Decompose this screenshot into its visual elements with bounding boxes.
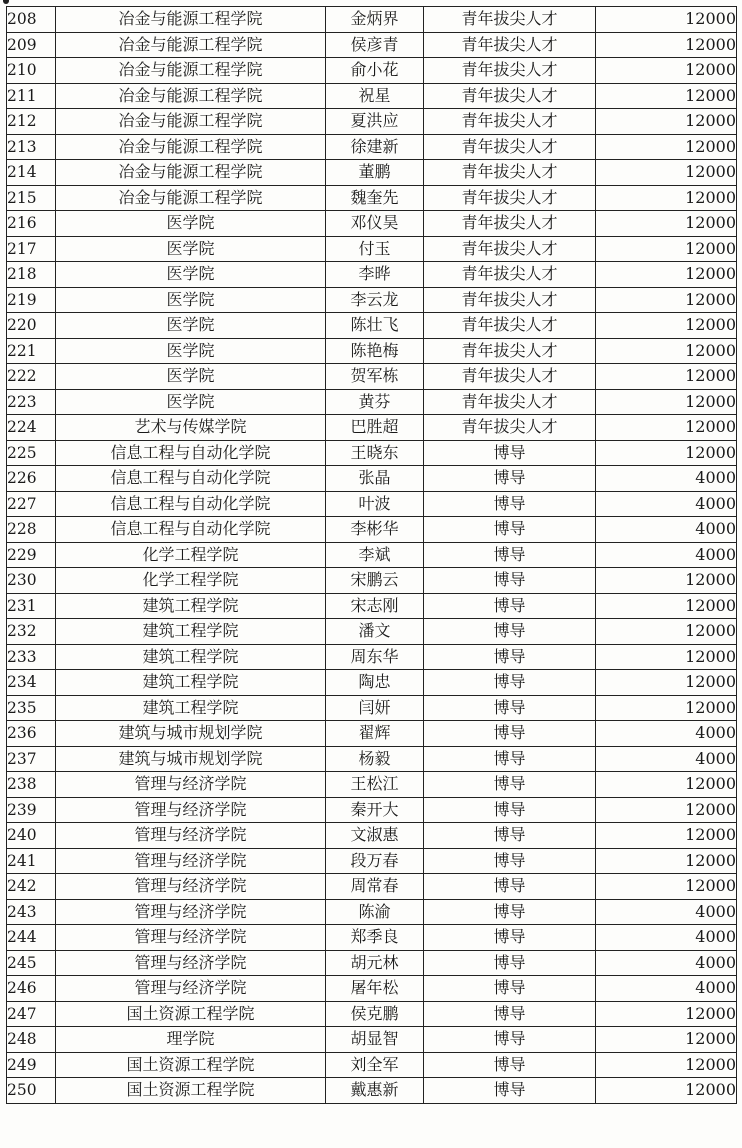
person-name-cell: 贺军栋: [326, 364, 424, 390]
amount-cell: 12000: [596, 338, 737, 364]
row-number-cell: 217: [7, 236, 56, 262]
college-cell: 建筑工程学院: [56, 695, 326, 721]
person-name-cell: 翟辉: [326, 721, 424, 747]
person-name-cell: 张晶: [326, 466, 424, 492]
college-cell: 冶金与能源工程学院: [56, 32, 326, 58]
college-cell: 建筑与城市规划学院: [56, 746, 326, 772]
row-number-cell: 238: [7, 772, 56, 798]
college-cell: 艺术与传媒学院: [56, 415, 326, 441]
category-cell: 青年拔尖人才: [424, 262, 596, 288]
row-number-cell: 231: [7, 593, 56, 619]
person-name-cell: 段万春: [326, 848, 424, 874]
table-row: [7, 287, 737, 313]
person-name-cell: 陶忠: [326, 670, 424, 696]
person-name-cell: 潘文: [326, 619, 424, 645]
category-cell: 青年拔尖人才: [424, 287, 596, 313]
category-cell: 博导: [424, 619, 596, 645]
table-row: [7, 721, 737, 747]
college-cell: 冶金与能源工程学院: [56, 58, 326, 84]
category-cell: 青年拔尖人才: [424, 364, 596, 390]
table-row: [7, 772, 737, 798]
amount-cell: 12000: [596, 236, 737, 262]
table-row: [7, 389, 737, 415]
person-name-cell: 胡元林: [326, 950, 424, 976]
amount-cell: 12000: [596, 364, 737, 390]
row-number-cell: 226: [7, 466, 56, 492]
table-row: [7, 466, 737, 492]
row-number-cell: 225: [7, 440, 56, 466]
category-cell: 博导: [424, 874, 596, 900]
table-row: [7, 823, 737, 849]
college-cell: 管理与经济学院: [56, 772, 326, 798]
row-number-cell: 219: [7, 287, 56, 313]
person-name-cell: 侯彦青: [326, 32, 424, 58]
amount-cell: 4000: [596, 976, 737, 1002]
row-number-cell: 237: [7, 746, 56, 772]
category-cell: 博导: [424, 772, 596, 798]
person-name-cell: 秦开大: [326, 797, 424, 823]
college-cell: 信息工程与自动化学院: [56, 491, 326, 517]
category-cell: 青年拔尖人才: [424, 83, 596, 109]
college-cell: 医学院: [56, 338, 326, 364]
table-row: [7, 1027, 737, 1053]
row-number-cell: 245: [7, 950, 56, 976]
person-name-cell: 祝星: [326, 83, 424, 109]
person-name-cell: 刘全军: [326, 1052, 424, 1078]
amount-cell: 12000: [596, 823, 737, 849]
table-row: [7, 160, 737, 186]
person-name-cell: 李云龙: [326, 287, 424, 313]
college-cell: 管理与经济学院: [56, 950, 326, 976]
row-number-cell: 243: [7, 899, 56, 925]
category-cell: 博导: [424, 517, 596, 543]
table-row: [7, 874, 737, 900]
amount-cell: 12000: [596, 1078, 737, 1104]
table-row: [7, 415, 737, 441]
table-row: [7, 517, 737, 543]
amount-cell: 12000: [596, 440, 737, 466]
category-cell: 博导: [424, 440, 596, 466]
table-row: [7, 1001, 737, 1027]
table-row: [7, 976, 737, 1002]
row-number-cell: 215: [7, 185, 56, 211]
category-cell: 青年拔尖人才: [424, 236, 596, 262]
row-number-cell: 234: [7, 670, 56, 696]
person-name-cell: 屠年松: [326, 976, 424, 1002]
amount-cell: 12000: [596, 1052, 737, 1078]
college-cell: 国土资源工程学院: [56, 1001, 326, 1027]
row-number-cell: 214: [7, 160, 56, 186]
table-row: [7, 58, 737, 84]
category-cell: 博导: [424, 848, 596, 874]
amount-cell: 12000: [596, 772, 737, 798]
person-name-cell: 徐建新: [326, 134, 424, 160]
category-cell: 青年拔尖人才: [424, 313, 596, 339]
table-row: [7, 593, 737, 619]
college-cell: 管理与经济学院: [56, 797, 326, 823]
college-cell: 化学工程学院: [56, 542, 326, 568]
category-cell: 博导: [424, 1027, 596, 1053]
category-cell: 青年拔尖人才: [424, 160, 596, 186]
college-cell: 冶金与能源工程学院: [56, 7, 326, 33]
table-row: [7, 670, 737, 696]
college-cell: 管理与经济学院: [56, 823, 326, 849]
amount-cell: 4000: [596, 542, 737, 568]
row-number-cell: 211: [7, 83, 56, 109]
row-number-cell: 233: [7, 644, 56, 670]
college-cell: 建筑工程学院: [56, 644, 326, 670]
table-row: [7, 950, 737, 976]
row-number-cell: 239: [7, 797, 56, 823]
table-row: [7, 746, 737, 772]
amount-cell: 4000: [596, 925, 737, 951]
row-number-cell: 209: [7, 32, 56, 58]
person-name-cell: 宋志刚: [326, 593, 424, 619]
category-cell: 青年拔尖人才: [424, 211, 596, 237]
college-cell: 医学院: [56, 236, 326, 262]
category-cell: 青年拔尖人才: [424, 338, 596, 364]
table-row: [7, 83, 737, 109]
person-name-cell: 杨毅: [326, 746, 424, 772]
college-cell: 医学院: [56, 364, 326, 390]
category-cell: 博导: [424, 1078, 596, 1104]
person-name-cell: 俞小花: [326, 58, 424, 84]
college-cell: 冶金与能源工程学院: [56, 134, 326, 160]
college-cell: 信息工程与自动化学院: [56, 517, 326, 543]
category-cell: 博导: [424, 1001, 596, 1027]
category-cell: 博导: [424, 670, 596, 696]
amount-cell: 12000: [596, 262, 737, 288]
category-cell: 博导: [424, 568, 596, 594]
row-number-cell: 247: [7, 1001, 56, 1027]
table-row: [7, 440, 737, 466]
category-cell: 博导: [424, 695, 596, 721]
table-row: [7, 236, 737, 262]
amount-cell: 12000: [596, 7, 737, 33]
category-cell: 博导: [424, 542, 596, 568]
category-cell: 博导: [424, 925, 596, 951]
amount-cell: 12000: [596, 160, 737, 186]
college-cell: 建筑工程学院: [56, 619, 326, 645]
row-number-cell: 208: [7, 7, 56, 33]
college-cell: 建筑工程学院: [56, 593, 326, 619]
person-name-cell: 胡显智: [326, 1027, 424, 1053]
person-name-cell: 郑季良: [326, 925, 424, 951]
college-cell: 信息工程与自动化学院: [56, 466, 326, 492]
college-cell: 化学工程学院: [56, 568, 326, 594]
table-row: [7, 338, 737, 364]
row-number-cell: 236: [7, 721, 56, 747]
category-cell: 青年拔尖人才: [424, 58, 596, 84]
person-name-cell: 邓仪昊: [326, 211, 424, 237]
college-cell: 信息工程与自动化学院: [56, 440, 326, 466]
amount-cell: 12000: [596, 670, 737, 696]
person-name-cell: 黄芬: [326, 389, 424, 415]
table-row: [7, 109, 737, 135]
college-cell: 医学院: [56, 313, 326, 339]
college-cell: 管理与经济学院: [56, 976, 326, 1002]
table-row: [7, 364, 737, 390]
row-number-cell: 213: [7, 134, 56, 160]
college-cell: 冶金与能源工程学院: [56, 185, 326, 211]
amount-cell: 12000: [596, 593, 737, 619]
amount-cell: 12000: [596, 619, 737, 645]
college-cell: 建筑与城市规划学院: [56, 721, 326, 747]
category-cell: 博导: [424, 466, 596, 492]
award-table: [6, 6, 737, 1104]
table-row: [7, 211, 737, 237]
row-number-cell: 250: [7, 1078, 56, 1104]
row-number-cell: 223: [7, 389, 56, 415]
table-row: [7, 899, 737, 925]
college-cell: 国土资源工程学院: [56, 1078, 326, 1104]
amount-cell: 12000: [596, 185, 737, 211]
category-cell: 博导: [424, 950, 596, 976]
row-number-cell: 249: [7, 1052, 56, 1078]
amount-cell: 12000: [596, 1001, 737, 1027]
person-name-cell: 金炳界: [326, 7, 424, 33]
row-number-cell: 210: [7, 58, 56, 84]
category-cell: 博导: [424, 899, 596, 925]
table-row: [7, 1052, 737, 1078]
row-number-cell: 248: [7, 1027, 56, 1053]
table-row: [7, 848, 737, 874]
person-name-cell: 文淑惠: [326, 823, 424, 849]
college-cell: 建筑工程学院: [56, 670, 326, 696]
amount-cell: 12000: [596, 211, 737, 237]
category-cell: 博导: [424, 823, 596, 849]
table-row: [7, 262, 737, 288]
row-number-cell: 232: [7, 619, 56, 645]
college-cell: 理学院: [56, 1027, 326, 1053]
person-name-cell: 陈渝: [326, 899, 424, 925]
person-name-cell: 侯克鹏: [326, 1001, 424, 1027]
college-cell: 医学院: [56, 389, 326, 415]
person-name-cell: 戴惠新: [326, 1078, 424, 1104]
person-name-cell: 陈壮飞: [326, 313, 424, 339]
row-number-cell: 221: [7, 338, 56, 364]
table-row: [7, 313, 737, 339]
category-cell: 博导: [424, 721, 596, 747]
category-cell: 博导: [424, 593, 596, 619]
person-name-cell: 巴胜超: [326, 415, 424, 441]
category-cell: 青年拔尖人才: [424, 415, 596, 441]
category-cell: 青年拔尖人才: [424, 134, 596, 160]
table-row: [7, 7, 737, 33]
row-number-cell: 227: [7, 491, 56, 517]
row-number-cell: 218: [7, 262, 56, 288]
row-number-cell: 212: [7, 109, 56, 135]
college-cell: 冶金与能源工程学院: [56, 109, 326, 135]
person-name-cell: 李彬华: [326, 517, 424, 543]
table-row: [7, 925, 737, 951]
row-number-cell: 242: [7, 874, 56, 900]
category-cell: 青年拔尖人才: [424, 32, 596, 58]
row-number-cell: 244: [7, 925, 56, 951]
table-row: [7, 185, 737, 211]
person-name-cell: 李斌: [326, 542, 424, 568]
college-cell: 冶金与能源工程学院: [56, 83, 326, 109]
category-cell: 博导: [424, 644, 596, 670]
college-cell: 国土资源工程学院: [56, 1052, 326, 1078]
college-cell: 管理与经济学院: [56, 899, 326, 925]
category-cell: 青年拔尖人才: [424, 7, 596, 33]
table-row: [7, 797, 737, 823]
person-name-cell: 王松江: [326, 772, 424, 798]
table-row: [7, 619, 737, 645]
person-name-cell: 付玉: [326, 236, 424, 262]
amount-cell: 12000: [596, 58, 737, 84]
category-cell: 青年拔尖人才: [424, 109, 596, 135]
person-name-cell: 李晔: [326, 262, 424, 288]
amount-cell: 12000: [596, 389, 737, 415]
college-cell: 医学院: [56, 211, 326, 237]
row-number-cell: 240: [7, 823, 56, 849]
person-name-cell: 宋鹏云: [326, 568, 424, 594]
person-name-cell: 王晓东: [326, 440, 424, 466]
category-cell: 博导: [424, 746, 596, 772]
table-row: [7, 491, 737, 517]
amount-cell: 4000: [596, 517, 737, 543]
amount-cell: 4000: [596, 950, 737, 976]
row-number-cell: 220: [7, 313, 56, 339]
amount-cell: 4000: [596, 491, 737, 517]
person-name-cell: 叶波: [326, 491, 424, 517]
amount-cell: 12000: [596, 287, 737, 313]
table-row: [7, 695, 737, 721]
row-number-cell: 224: [7, 415, 56, 441]
scan-edge-mark: [3, 0, 9, 4]
category-cell: 博导: [424, 1052, 596, 1078]
amount-cell: 4000: [596, 746, 737, 772]
person-name-cell: 闫妍: [326, 695, 424, 721]
row-number-cell: 246: [7, 976, 56, 1002]
amount-cell: 12000: [596, 695, 737, 721]
amount-cell: 12000: [596, 848, 737, 874]
college-cell: 冶金与能源工程学院: [56, 160, 326, 186]
table-body: [7, 7, 737, 1104]
table-row: [7, 568, 737, 594]
college-cell: 医学院: [56, 262, 326, 288]
category-cell: 青年拔尖人才: [424, 185, 596, 211]
amount-cell: 4000: [596, 721, 737, 747]
amount-cell: 4000: [596, 466, 737, 492]
row-number-cell: 222: [7, 364, 56, 390]
amount-cell: 12000: [596, 797, 737, 823]
amount-cell: 12000: [596, 415, 737, 441]
amount-cell: 4000: [596, 899, 737, 925]
category-cell: 博导: [424, 976, 596, 1002]
table-row: [7, 134, 737, 160]
table-row: [7, 1078, 737, 1104]
person-name-cell: 董鹏: [326, 160, 424, 186]
table-row: [7, 32, 737, 58]
category-cell: 青年拔尖人才: [424, 389, 596, 415]
table-row: [7, 542, 737, 568]
college-cell: 管理与经济学院: [56, 848, 326, 874]
category-cell: 博导: [424, 797, 596, 823]
amount-cell: 12000: [596, 109, 737, 135]
person-name-cell: 陈艳梅: [326, 338, 424, 364]
amount-cell: 12000: [596, 1027, 737, 1053]
row-number-cell: 241: [7, 848, 56, 874]
category-cell: 博导: [424, 491, 596, 517]
person-name-cell: 周常春: [326, 874, 424, 900]
amount-cell: 12000: [596, 568, 737, 594]
person-name-cell: 夏洪应: [326, 109, 424, 135]
row-number-cell: 235: [7, 695, 56, 721]
amount-cell: 12000: [596, 313, 737, 339]
person-name-cell: 周东华: [326, 644, 424, 670]
row-number-cell: 228: [7, 517, 56, 543]
row-number-cell: 216: [7, 211, 56, 237]
row-number-cell: 229: [7, 542, 56, 568]
amount-cell: 12000: [596, 134, 737, 160]
college-cell: 管理与经济学院: [56, 874, 326, 900]
row-number-cell: 230: [7, 568, 56, 594]
table-row: [7, 644, 737, 670]
amount-cell: 12000: [596, 644, 737, 670]
college-cell: 医学院: [56, 287, 326, 313]
college-cell: 管理与经济学院: [56, 925, 326, 951]
amount-cell: 12000: [596, 874, 737, 900]
amount-cell: 12000: [596, 83, 737, 109]
amount-cell: 12000: [596, 32, 737, 58]
person-name-cell: 魏奎先: [326, 185, 424, 211]
